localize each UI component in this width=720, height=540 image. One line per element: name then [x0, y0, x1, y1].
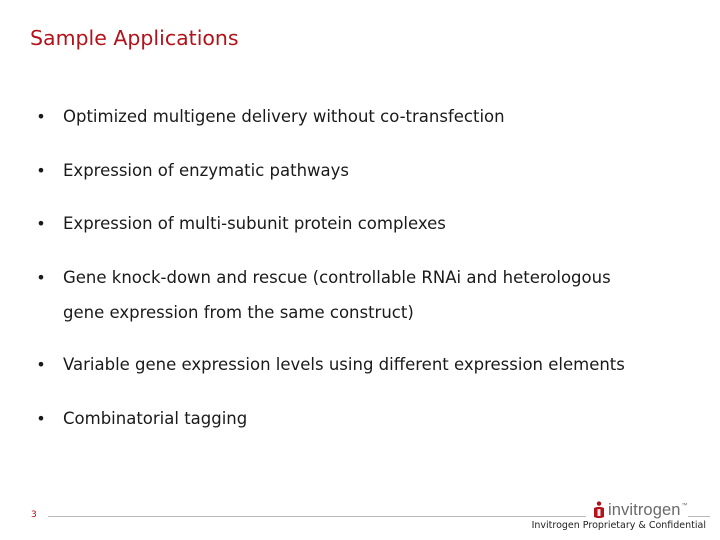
bullet-line: gene expression from the same construct)	[63, 303, 414, 322]
bullet-dot: •	[36, 161, 46, 180]
invitrogen-logo-icon	[592, 501, 606, 519]
bullet-line: Variable gene expression levels using different expression elements	[63, 355, 625, 374]
bullet-text	[63, 408, 693, 430]
bullet-line: Gene knock-down and rescue (controllable RNAi and heterologous	[63, 268, 611, 287]
invitrogen-logo	[592, 500, 688, 520]
bullet-text	[63, 354, 693, 376]
logo-wordmark: invitrogen	[608, 500, 681, 519]
bullet-line: Optimized multigene delivery without co-transfection	[63, 107, 505, 126]
footer-divider-right	[688, 516, 710, 517]
bullet-line: Expression of multi-subunit protein complexes	[63, 214, 446, 233]
confidential-notice: Invitrogen Proprietary & Confidential	[531, 520, 706, 531]
logo-trademark: ™	[681, 503, 688, 509]
bullet-text	[63, 267, 693, 324]
bullet-line: Combinatorial tagging	[63, 409, 248, 428]
bullet-dot: •	[36, 268, 46, 287]
bullet-dot: •	[36, 107, 46, 126]
bullet-dot: •	[36, 214, 46, 233]
page-number: 3	[31, 510, 37, 520]
slide-title: Sample Applications	[30, 26, 239, 50]
bullet-dot: •	[36, 409, 46, 428]
bullet-text	[63, 106, 693, 128]
bullet-dot: •	[36, 355, 46, 374]
bullet-text	[63, 160, 693, 182]
bullet-text	[63, 213, 693, 235]
footer-divider	[48, 516, 586, 517]
bullet-line: Expression of enzymatic pathways	[63, 161, 350, 180]
